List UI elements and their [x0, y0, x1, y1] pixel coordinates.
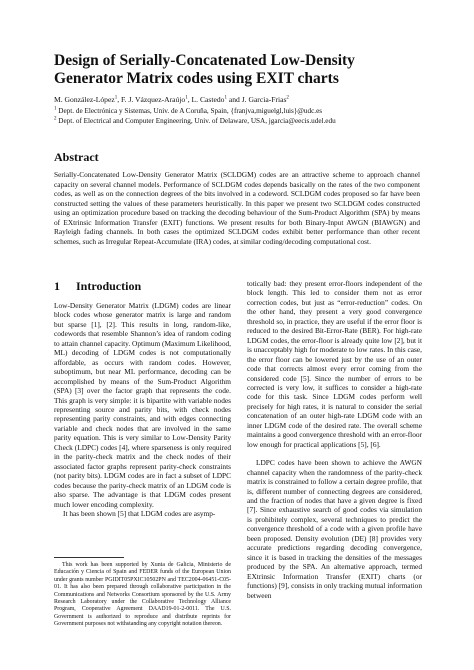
affiliation-text: Dept. de Electrónica y Sistemas, Univ. de A Coruña, Spain, {franjva,miguelgl,luis}@udc.es — [58, 107, 323, 115]
paragraph: LDPC codes have been shown to achieve the AWGN channel capacity when the randomness of the parity-check matrix is constrained to follow a certain degree profile, that is, different number of connecting degrees are considered, and the fraction of nodes that have a given degree is fixed [7]. Since exhaustive search of good codes via simulation is prohibitely complex, several techniques to predict the convergence threshold of a code with a given profile have been proposed. Density evolution (DE) [8] provides very accurate predictions regarding decoding convergence, since it is based in tracking the densities of the messages produced by the SPA. An alternative approach, termed EXtrinsic Information Transfer (EXIT) charts (or functions) [9], consists in only tracking mutual information between — [247, 458, 422, 600]
affiliation-text: Dept. of Electrical and Computer Engineering, Univ. of Delaware, USA, jgarcia@eecis.udel.edu — [58, 117, 336, 125]
author-affiliation-mark: 2 — [286, 95, 289, 101]
author-affiliation-mark: 1 — [185, 95, 188, 101]
abstract-body: Serially-Concatenated Low-Density Generator Matrix (SCLDGM) codes are an attractive scheme to approach channel capacity on several channel models. Performance of SCLDGM codes depends basically on the rates of the two component codes, as well as on the connection degrees of the bits involved in a codeword. SCLDGM codes proposed so far have been constructed setting the values of these parameters heuristically. In this paper we present two SCLDGM codes constructed using an optimization procedure based on tracking the decoding behaviour of the Sum-Product Algorithm (SPA) by means of EXtrinsic Information Transfer (EXIT) functions. We present results for both Binary-Input AWGN (BIAWGN) and Rayleigh fading channels. In both cases the optimized SCLDGM codes exhibit better performance than other recent schemes, such as Irregular Repeat-Accumulate (IRA) codes, at similar coding/decoding computational cost. — [54, 170, 420, 246]
affiliation-1 — [54, 107, 434, 116]
paragraph: It has been shown [5] that LDGM codes are asymp- — [63, 508, 216, 518]
author-affiliation-mark: 1 — [224, 95, 227, 101]
paragraph: totically bad: they present error-floors independent of the block length. This led to consider them not as error correction codes, but just as “error-reduction” codes. On the other hand, they present a very good convergence threshold so, in practice, they are useful if the error floor is reduced to the desired Bit-Error-Rate (BER). For high-rate LDGM codes, the error-floor is already quite low [2], but it is unacceptably high for moderate to low rates. In this case, the error floor can be lowered just by the use of an outer code that corrects almost every error coming from the considered code [5]. Since the number of errors to be corrected is very low, it suffices to consider a high-rate code for this task. Since LDGM codes perform well precisely for high rates, it is natural to consider the serial concatenation of an outer high-rate LDGM code with an inner LDGM code of the desired rate. The overall scheme maintains a good convergence threshold with an error-floor low enough for practical applications [5], [6]. — [247, 279, 422, 449]
section-title: Introduction — [76, 279, 142, 293]
author-name: J. Garcia-Frias — [241, 95, 287, 104]
abstract-heading: Abstract — [54, 150, 99, 164]
right-column — [247, 279, 422, 600]
affiliation-mark: 2 — [54, 116, 57, 122]
affiliation-2 — [54, 117, 434, 126]
author-name: F. J. Vázquez-Araújo — [121, 95, 186, 104]
left-column — [54, 301, 231, 518]
footnote: This work has been supported by Xunta de Galicia, Ministerio de Educación y Ciencia of Spain and FEDER funds of the European Union under grants number PGIDIT05PXIC10502PN and TEC2004-06451-C05-01. It has also been prepared through collaborative participation in the Communications and Networks Consortium sponsored by the U.S. Army Research Laboratory under the Collaborative Technology Alliance Program, Cooperative Agreement DAAD19-01-2-0011. The U.S. Government is authorized to reproduce and distribute reprints for Government purposes not withstanding any copyright notation thereon. — [54, 562, 231, 628]
affiliation-mark: 1 — [54, 106, 57, 112]
author-list: M. González-López$^1$, F. J. Vázquez-Araújo$^1$, L. Castedo$^1$ and J. Garcia-Frias$^2$ — [54, 95, 289, 104]
paragraph: Low-Density Generator Matrix (LDGM) codes are linear block codes whose generator matrix is large and random but sparse [1], [2]. This results in long, random-like, codewords that resemble Shannon’s idea of random coding to attain channel capacity. Optimum (Maximum Likelihood, ML) decoding of LDGM codes is not computationally affordable, as occurs with random codes. However, suboptimum, but near ML performance, decoding can be accomplished by means of the Sum-Product Algorithm (SPA) [3] over the factor graph that represents the code. This graph is very simple: it is bipartite with variable nodes representing source and parity bits, with check nodes representing parity constraints, and with edges connecting variable and check nodes that are involved in the same parity equation. This is very similar to Low-Density Parity Check (LDPC) codes [4], where sparseness is only required in the parity-check matrix and the check nodes of their associated factor graphs represent parity-check constraints (not parity bits). LDGM codes are in fact a subset of LDPC codes because the parity-check matrix of an LDGM code is also sparse. The advantage is that LDGM codes present much lower encoding complexity. — [54, 301, 231, 509]
section-heading — [54, 279, 141, 293]
author-name: M. González-López — [54, 95, 115, 104]
author-affiliation-mark: 1 — [114, 95, 118, 101]
author-name: L. Castedo — [191, 95, 225, 104]
footnote-rule — [54, 557, 124, 558]
paper-title: Design of Serially-Concatenated Low-Density Generator Matrix codes using EXIT charts — [54, 52, 355, 87]
section-number: 1 — [54, 279, 60, 293]
